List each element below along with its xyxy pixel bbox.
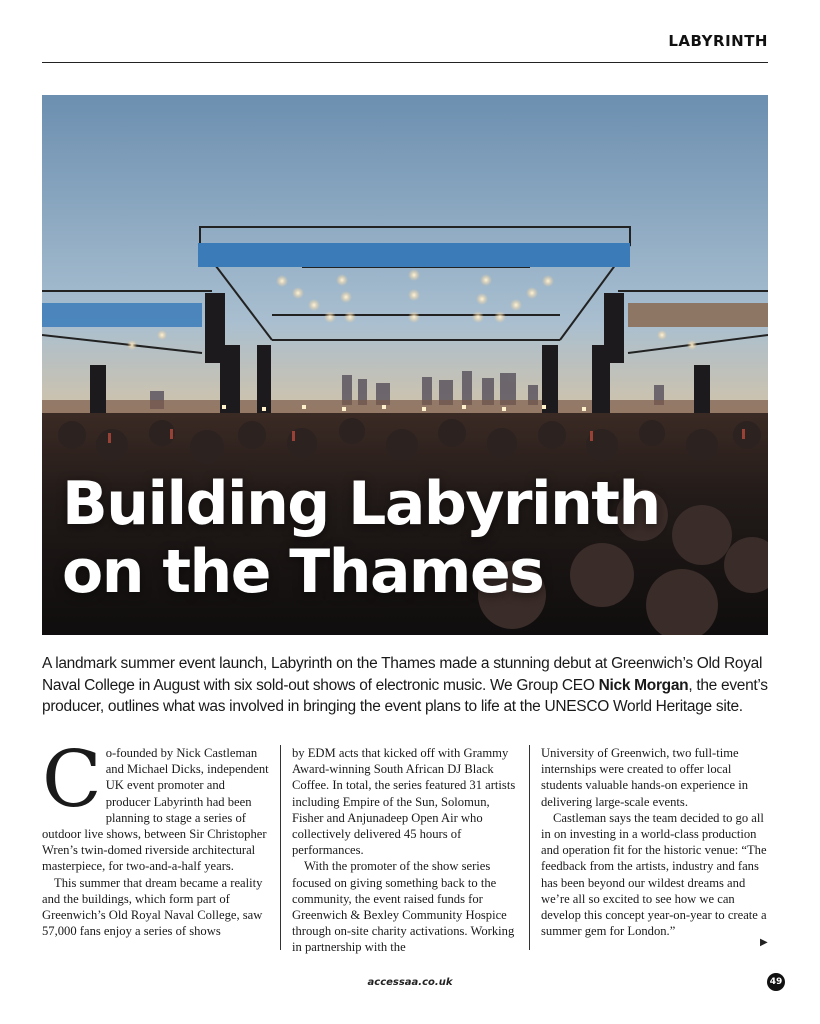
hero-image bbox=[42, 95, 768, 635]
footer-url: accessaa.co.uk bbox=[367, 977, 453, 988]
body-text: o-founded by Nick Castleman and Michael Dicks, independent UK event promoter and producer Labyrinth had been planning to stage a series of outdoor live shows, between Sir Christopher Wren’s twin-domed riverside architectural masterpiece, for two-and-a-half years. bbox=[42, 746, 269, 874]
headline-line-2: on the Thames bbox=[62, 537, 544, 607]
section-label: LABYRINTH bbox=[668, 32, 768, 50]
standfirst bbox=[42, 653, 768, 718]
top-divider bbox=[42, 62, 768, 63]
column-divider bbox=[280, 745, 281, 950]
triangle-right-icon: ▶ bbox=[760, 937, 768, 948]
body-column-1 bbox=[42, 735, 272, 939]
body-paragraph: With the promoter of the show series focused on giving something back to the community, the event raised funds for Greenwich & Bexley Community Hospice through on-site charity activations. Working in partnership with the bbox=[292, 859, 515, 955]
body-paragraph: Castleman says the team decided to go all in on investing in a world-class production and operation fit for the historic venue: “The feedback from the artists, industry and fans has been beyond our wildest dreams and we’re all so excited to see how we can develop this concept year-on-year to create a summer gem for London.” bbox=[541, 810, 767, 939]
page-number: 49 bbox=[767, 973, 785, 991]
headline bbox=[62, 470, 660, 606]
body-column-3 bbox=[541, 745, 771, 939]
standfirst-text-2: , the event’s producer, outlines what was involved in bringing the event plans to life at the UNESCO World Heritage site. bbox=[42, 676, 768, 715]
standfirst-name: Nick Morgan bbox=[598, 676, 689, 694]
body-paragraph: This summer that dream became a reality and the buildings, which form part of Greenwich’s Old Royal Naval College, saw 57,000 fans enjoy a series of shows bbox=[42, 875, 263, 939]
column-divider bbox=[529, 745, 530, 950]
body-paragraph: by EDM acts that kicked off with Grammy Award-winning South African DJ Black Coffee. In total, the series featured 31 artists including Empire of the Sun, Solomun, Fisher and Anjunadeep Open Air who collectively delivered 45 hours of performances. bbox=[292, 746, 516, 858]
standfirst-text-1: A landmark summer event launch, Labyrinth on the Thames made a stunning debut at Greenwich’s Old Royal Naval College in August with six sold-out shows of electronic music. We Group CEO bbox=[42, 655, 763, 694]
drop-cap: C bbox=[42, 735, 102, 825]
body-paragraph bbox=[42, 735, 272, 875]
body-column-2 bbox=[292, 745, 522, 956]
headline-line-1: Building Labyrinth bbox=[62, 469, 660, 539]
body-paragraph: University of Greenwich, two full-time internships were created to offer local students valuable hands-on experience in delivering large-scale events. bbox=[541, 746, 749, 809]
